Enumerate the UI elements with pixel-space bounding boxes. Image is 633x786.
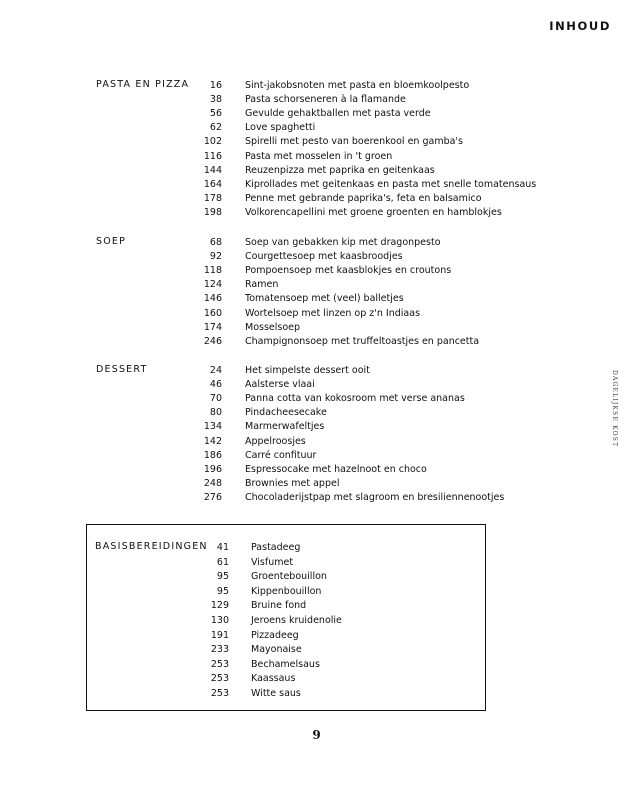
toc-entry-page: 46 <box>209 379 222 391</box>
toc-entry-page: 246 <box>203 335 222 347</box>
toc-entry-title: Bruine fond <box>251 600 307 612</box>
toc-entry-title: Pindacheesecake <box>245 407 327 419</box>
toc-entry-title: Spirelli met pesto van boerenkool en gamba's <box>245 136 463 148</box>
toc-entry-page: 16 <box>209 80 222 91</box>
toc-entry-title: Jeroens kruidenolie <box>251 615 342 626</box>
toc-entry-title: Wortelsoep met linzen op z'n Indiaas <box>245 307 421 319</box>
toc-entry-page: 80 <box>209 407 222 419</box>
toc-entry-title: Ramen <box>245 279 279 291</box>
toc-entry-page: 61 <box>216 556 229 568</box>
toc-entry-page: 198 <box>203 206 222 218</box>
toc-entry-title: Kiprollades met geitenkaas en pasta met snelle tomatensaus <box>245 178 537 190</box>
toc-entry-page: 134 <box>203 421 222 433</box>
section-title: BASISBEREIDINGEN <box>95 541 208 552</box>
toc-entry-title: Visfumet <box>251 556 294 568</box>
toc-entry-page: 144 <box>203 164 222 176</box>
toc-entry-title: Tomatensoep met (veel) balletjes <box>245 293 404 305</box>
toc-entry-title: Gevulde gehaktballen met pasta verde <box>245 108 431 120</box>
side-running-label: DAGELIJKSE KOST <box>611 370 618 448</box>
toc-entry-title: Mayonaise <box>251 644 302 656</box>
toc-entry-title: Carré confituur <box>245 449 317 461</box>
toc-entry-page: 56 <box>209 108 222 120</box>
toc-entry-title: Mosselsoep <box>245 321 301 333</box>
toc-entry-page: 68 <box>209 237 222 248</box>
toc-entry-page: 248 <box>203 477 222 489</box>
toc-entry-title: Kaassaus <box>251 673 296 685</box>
toc-entry-page: 38 <box>209 94 222 106</box>
toc-entry-title: Sint-jakobsnoten met pasta en bloemkoolpesto <box>245 80 470 91</box>
toc-entry-title: Kippenbouillon <box>251 585 322 597</box>
section-title: DESSERT <box>96 364 148 375</box>
toc-entry-title: Volkorencapellini met groene groenten en hamblokjes <box>245 206 502 218</box>
toc-entry-page: 102 <box>203 136 222 148</box>
toc-entry-page: 24 <box>209 365 222 376</box>
toc-entry-page: 70 <box>209 393 222 405</box>
toc-entry-title: Penne met gebrande paprika's, feta en balsamico <box>245 192 482 204</box>
toc-entry-title: Espressocake met hazelnoot en choco <box>245 463 427 475</box>
toc-entry-title: Chocoladerijstpap met slagroom en bresiliennenootjes <box>245 491 505 503</box>
toc-entry-title: Pizzadeeg <box>251 629 299 641</box>
toc-entry-page: 92 <box>209 251 222 263</box>
toc-entry-title: Marmerwafeltjes <box>245 421 325 433</box>
toc-entry-page: 178 <box>203 192 222 204</box>
toc-entry-page: 160 <box>203 307 222 319</box>
toc-entry-title: Soep van gebakken kip met dragonpesto <box>245 237 441 248</box>
toc-entry-page: 196 <box>203 463 222 475</box>
toc-entry-page: 142 <box>203 435 222 447</box>
toc-entry-page: 124 <box>203 279 222 291</box>
toc-entry-title: Het simpelste dessert ooit <box>245 365 370 376</box>
section-title: SOEP <box>96 236 127 247</box>
toc-entry-title: Witte saus <box>251 688 301 699</box>
toc-entry-page: 233 <box>210 644 229 656</box>
toc-entry-title: Champignonsoep met truffeltoastjes en pancetta <box>245 335 480 347</box>
toc-entry-title: Groentebouillon <box>251 571 327 583</box>
toc-entry-title: Pompoensoep met kaasblokjes en croutons <box>245 265 452 277</box>
toc-entry-title: Courgettesoep met kaasbroodjes <box>245 251 403 263</box>
toc-entry-page: 118 <box>203 265 222 277</box>
toc-entry-page: 164 <box>203 178 222 190</box>
toc-entry-page: 253 <box>210 658 229 670</box>
basics-box <box>86 524 486 711</box>
toc-entry-page: 253 <box>210 673 229 685</box>
toc-entry-title: Pasta schorseneren à la flamande <box>245 94 406 106</box>
page-number: 9 <box>312 728 321 742</box>
page-header-title: INHOUD <box>549 19 611 33</box>
toc-entry-title: Aalsterse vlaai <box>245 379 315 391</box>
toc-entry-page: 130 <box>210 615 229 626</box>
section-title: PASTA EN PIZZA <box>96 79 190 90</box>
toc-entry-title: Love spaghetti <box>245 122 316 134</box>
toc-entry-title: Bechamelsaus <box>251 658 320 670</box>
toc-entry-title: Pastadeeg <box>251 542 301 553</box>
toc-entry-page: 276 <box>203 491 222 503</box>
toc-entry-page: 174 <box>203 321 222 333</box>
toc-entry-title: Pasta met mosselen in 't groen <box>245 150 393 162</box>
toc-entry-page: 95 <box>216 571 229 583</box>
toc-entry-page: 41 <box>216 542 229 553</box>
toc-entry-page: 62 <box>209 122 222 134</box>
toc-entry-page: 129 <box>210 600 229 612</box>
toc-entry-page: 253 <box>210 688 229 699</box>
toc-entry-page: 95 <box>216 585 229 597</box>
toc-entry-page: 146 <box>203 293 222 305</box>
toc-entry-page: 116 <box>203 150 222 162</box>
toc-entry-page: 191 <box>210 629 229 641</box>
toc-entry-title: Brownies met appel <box>245 477 340 489</box>
toc-entry-title: Appelroosjes <box>245 435 306 447</box>
toc-entry-title: Reuzenpizza met paprika en geitenkaas <box>245 164 435 176</box>
toc-entry-title: Panna cotta van kokosroom met verse ananas <box>245 393 465 405</box>
toc-entry-page: 186 <box>203 449 222 461</box>
